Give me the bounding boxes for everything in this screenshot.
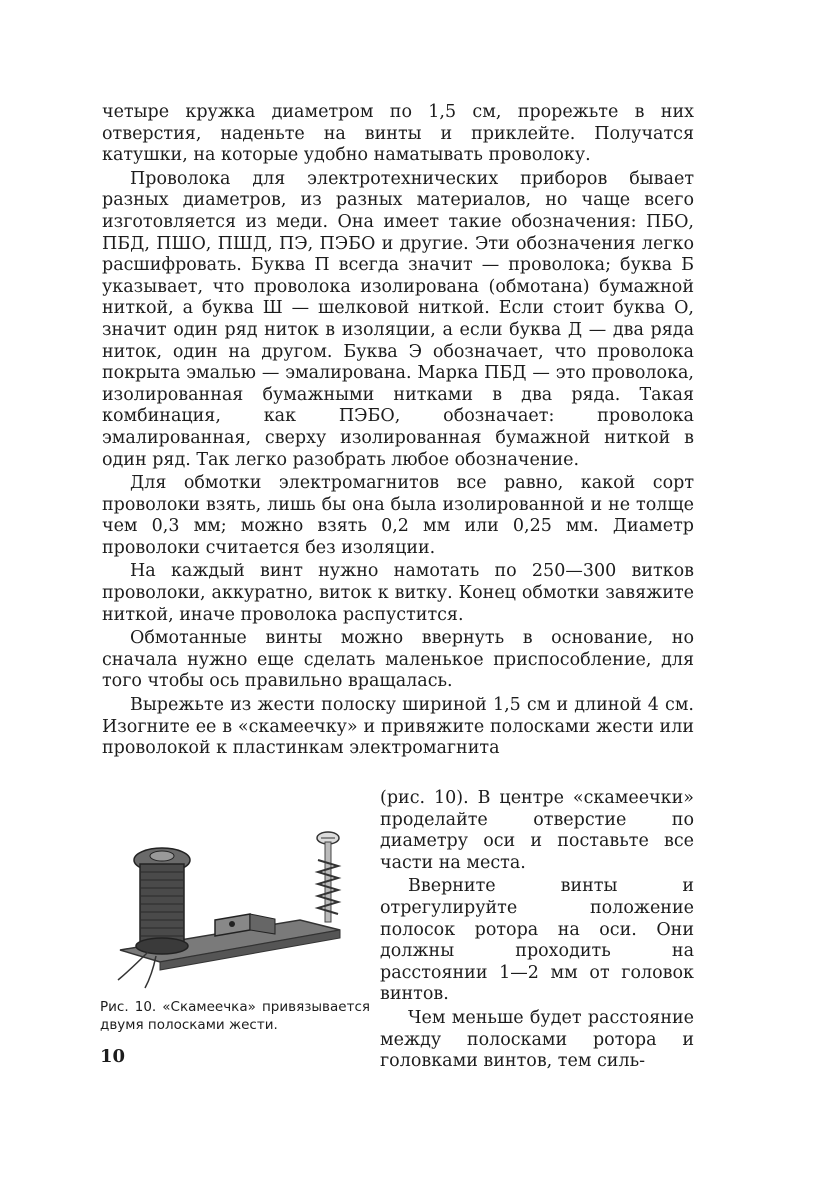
figure-10-illustration (100, 820, 370, 1000)
main-text (102, 102, 694, 760)
paragraph-6: Вырежьте из жести полоску шириной 1,5 см и длиной 4 см. Изогните ее в «скамеечку» и привяжите полосками жести или проволокой к пластинкам электромагнита (102, 695, 694, 759)
paragraph-3: Для обмотки электромагнитов все равно, какой сорт проволоки взять, лишь бы она была изолированной и не толще чем 0,3 мм; можно взять 0,2 мм или 0,25 мм. Диаметр проволоки считается без изоляции. (102, 473, 694, 558)
figure-caption: Рис. 10. «Скамеечка» привязывается двумя полосками жести. (100, 999, 370, 1033)
paragraph-5: Обмотанные винты можно ввернуть в основание, но сначала нужно еще сделать маленькое приспособление, для того чтобы ось правильно вращалась. (102, 628, 694, 692)
paragraph-2: Проволока для электротехнических приборов бывает разных диаметров, из разных материалов, но чаще всего изготовляется из меди. Она имеет такие обозначения: ПБО, ПБД, ПШО, ПШД, ПЭ, ПЭБО и другие. Эти обозначения легко расшифровать. Буква П всегда значит — проволока; буква Б указывает, что проволока изолирована (обмотана) бумажной ниткой, а буква Ш — шелковой ниткой. Если стоит буква О, значит один ряд ниток в изоляции, а если буква Д — два ряда ниток, один на другом. Буква Э обозначает, что проволока покрыта эмалью — эмалирована. Марка ПБД — это проволока, изолированная бумажными нитками в два ряда. Такая комбинация, как ПЭБО, обозначает: проволока эмалированная, сверху изолированная бумажной ниткой в один ряд. Так легко разобрать любое обозначение. (102, 168, 694, 470)
page-number: 10 (100, 1046, 126, 1067)
paragraph-4: На каждый винт нужно намотать по 250—300 витков проволоки, аккуратно, виток к витку. Конец обмотки завяжите ниткой, иначе проволока распустится. (102, 561, 694, 625)
right-paragraph-3: Чем меньше будет расстояние между полосками ротора и головками винтов, тем силь- (380, 1007, 694, 1072)
bench-bracket-drawing (100, 820, 370, 1000)
right-paragraph-1: (рис. 10). В центре «скамеечки» проделайте отверстие по диаметру оси и поставьте все части на места. (380, 788, 694, 873)
paragraph-1: четыре кружка диаметром по 1,5 см, прорежьте в них отверстия, наденьте на винты и приклейте. Получатся катушки, на которые удобно наматывать проволоку. (102, 102, 694, 166)
right-column-text (380, 788, 694, 1073)
right-paragraph-2: Вверните винты и отрегулируйте положение полосок ротора на оси. Они должны проходить на расстоянии 1—2 мм от головок винтов. (380, 876, 694, 1005)
